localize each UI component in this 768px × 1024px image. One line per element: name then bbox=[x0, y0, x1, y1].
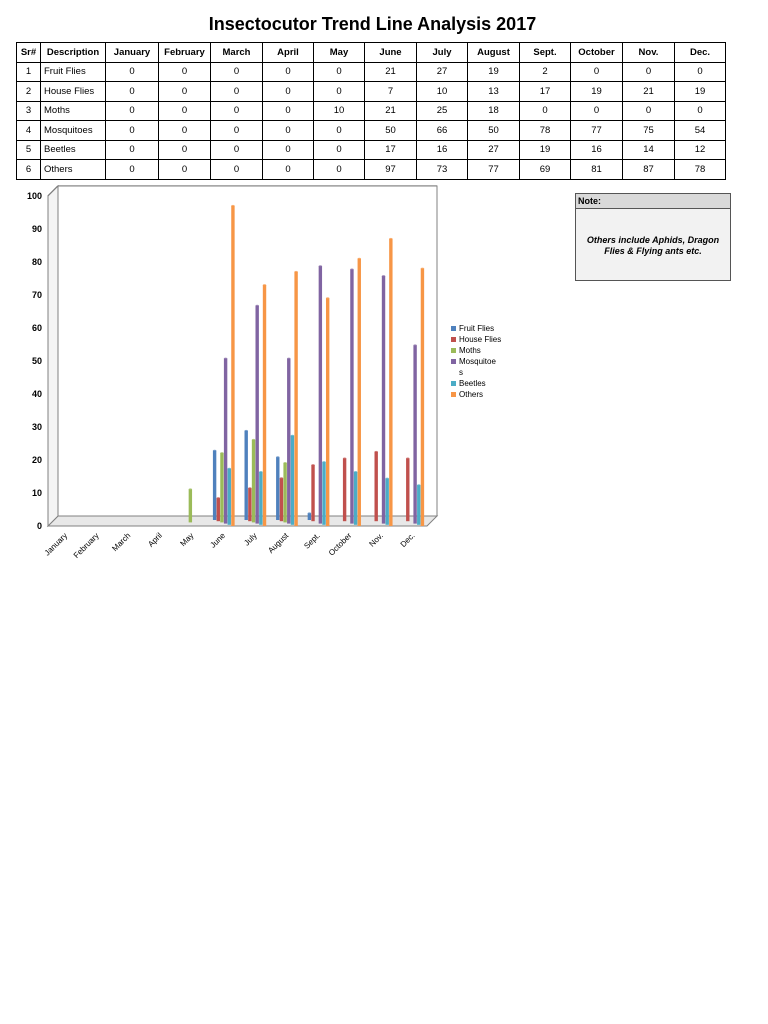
bar-others bbox=[263, 285, 266, 526]
bar-cap bbox=[326, 297, 329, 299]
table-cell: 0 bbox=[263, 140, 314, 160]
row-description: House Flies bbox=[41, 82, 106, 102]
table-cell: 16 bbox=[571, 140, 623, 160]
table-cell: 0 bbox=[159, 160, 211, 180]
table-cell: 0 bbox=[211, 121, 263, 141]
bar-cap bbox=[319, 265, 322, 267]
bar-cap bbox=[322, 461, 325, 463]
table-cell: 0 bbox=[263, 160, 314, 180]
column-header: Sept. bbox=[520, 43, 571, 63]
insect-count-table bbox=[16, 42, 726, 180]
table-row bbox=[17, 101, 726, 121]
bar-cap bbox=[255, 305, 258, 307]
column-header: June bbox=[365, 43, 417, 63]
bar-mosquitoes bbox=[287, 359, 290, 524]
column-header: Dec. bbox=[675, 43, 726, 63]
table-cell: 2 bbox=[520, 62, 571, 82]
bar-cap bbox=[189, 488, 192, 490]
bar-cap bbox=[283, 462, 286, 464]
column-header: Nov. bbox=[623, 43, 675, 63]
bar-mosquitoes bbox=[413, 345, 416, 523]
row-description: Others bbox=[41, 160, 106, 180]
legend-label: Moths bbox=[459, 346, 481, 355]
bar-others bbox=[389, 239, 392, 526]
x-tick-label: January bbox=[42, 531, 70, 558]
table-cell: 18 bbox=[468, 101, 520, 121]
table-cell: 0 bbox=[211, 160, 263, 180]
note-box bbox=[575, 193, 731, 281]
table-cell: 73 bbox=[417, 160, 468, 180]
y-tick-label: 100 bbox=[26, 191, 42, 201]
bar-moths bbox=[283, 463, 286, 522]
bar-cap bbox=[382, 275, 385, 277]
y-tick-label: 30 bbox=[31, 422, 42, 432]
table-cell: 0 bbox=[263, 82, 314, 102]
bar-house-flies bbox=[406, 459, 409, 522]
bar-house-flies bbox=[374, 452, 377, 521]
table-row bbox=[17, 160, 726, 180]
table-cell: 0 bbox=[106, 121, 159, 141]
column-header: March bbox=[211, 43, 263, 63]
bar-fruit-flies bbox=[276, 457, 279, 520]
bar-beetles bbox=[322, 462, 325, 525]
table-cell: 0 bbox=[675, 62, 726, 82]
chart-legend bbox=[451, 324, 501, 399]
y-tick-label: 10 bbox=[31, 488, 42, 498]
table-cell: 0 bbox=[211, 62, 263, 82]
table-cell: 87 bbox=[623, 160, 675, 180]
row-description: Beetles bbox=[41, 140, 106, 160]
note-label: Note: bbox=[576, 194, 730, 209]
table-cell: 27 bbox=[417, 62, 468, 82]
bar-beetles bbox=[228, 469, 231, 525]
table-cell: 77 bbox=[571, 121, 623, 141]
bar-beetles bbox=[259, 472, 262, 525]
column-header: April bbox=[263, 43, 314, 63]
bar-mosquitoes bbox=[224, 359, 227, 524]
bar-cap bbox=[276, 456, 279, 458]
table-cell: 0 bbox=[314, 140, 365, 160]
table-cell: 27 bbox=[468, 140, 520, 160]
table-cell: 0 bbox=[106, 82, 159, 102]
column-header: Description bbox=[41, 43, 106, 63]
bar-chart bbox=[0, 185, 560, 575]
table-cell: 0 bbox=[623, 101, 675, 121]
table-cell: 81 bbox=[571, 160, 623, 180]
bar-fruit-flies bbox=[213, 451, 216, 520]
bar-moths bbox=[252, 440, 255, 523]
bar-others bbox=[421, 269, 424, 526]
chart-floor bbox=[48, 516, 437, 526]
row-number: 6 bbox=[17, 160, 41, 180]
bar-cap bbox=[343, 458, 346, 460]
bar-cap bbox=[228, 468, 231, 470]
bar-cap bbox=[248, 487, 251, 489]
table-cell: 19 bbox=[520, 140, 571, 160]
table-cell: 21 bbox=[365, 101, 417, 121]
y-tick-label: 20 bbox=[31, 455, 42, 465]
bar-cap bbox=[308, 512, 311, 514]
table-cell: 66 bbox=[417, 121, 468, 141]
bar-cap bbox=[280, 477, 283, 479]
y-tick-label: 60 bbox=[31, 323, 42, 333]
bar-cap bbox=[389, 238, 392, 240]
bar-cap bbox=[245, 430, 248, 432]
column-header: August bbox=[468, 43, 520, 63]
table-header-row bbox=[17, 43, 726, 63]
bar-house-flies bbox=[217, 498, 220, 521]
table-cell: 97 bbox=[365, 160, 417, 180]
x-tick-label: July bbox=[242, 531, 259, 548]
bar-others bbox=[231, 206, 234, 526]
bar-cap bbox=[231, 205, 234, 207]
bar-others bbox=[358, 259, 361, 526]
table-cell: 50 bbox=[365, 121, 417, 141]
bar-mosquitoes bbox=[255, 306, 258, 524]
column-header: January bbox=[106, 43, 159, 63]
bar-mosquitoes bbox=[382, 276, 385, 523]
bar-cap bbox=[421, 268, 424, 270]
table-cell: 19 bbox=[571, 82, 623, 102]
table-cell: 21 bbox=[623, 82, 675, 102]
bar-others bbox=[326, 298, 329, 526]
page-title: Insectocutor Trend Line Analysis 2017 bbox=[208, 14, 537, 34]
legend-label: House Flies bbox=[459, 335, 502, 344]
bar-cap bbox=[385, 478, 388, 480]
x-tick-label: Dec. bbox=[398, 531, 417, 550]
table-cell: 0 bbox=[159, 62, 211, 82]
legend-swatch bbox=[451, 337, 456, 342]
table-cell: 0 bbox=[263, 101, 314, 121]
bar-cap bbox=[217, 497, 220, 499]
bar-cap bbox=[263, 284, 266, 286]
y-tick-label: 80 bbox=[31, 257, 42, 267]
y-tick-label: 50 bbox=[31, 356, 42, 366]
table-cell: 0 bbox=[211, 101, 263, 121]
table-cell: 19 bbox=[468, 62, 520, 82]
legend-swatch bbox=[451, 326, 456, 331]
legend-label: Mosquitoe s bbox=[459, 357, 496, 377]
table-cell: 0 bbox=[263, 121, 314, 141]
table-cell: 0 bbox=[106, 140, 159, 160]
legend-swatch bbox=[451, 392, 456, 397]
table-cell: 12 bbox=[675, 140, 726, 160]
row-number: 1 bbox=[17, 62, 41, 82]
table-cell: 0 bbox=[675, 101, 726, 121]
row-number: 5 bbox=[17, 140, 41, 160]
note-text: Others include Aphids, Dragon Flies & Flying ants etc. bbox=[586, 235, 720, 256]
x-tick-label: June bbox=[208, 531, 228, 550]
bar-mosquitoes bbox=[319, 266, 322, 523]
table-cell: 78 bbox=[520, 121, 571, 141]
bar-cap bbox=[354, 471, 357, 473]
row-description: Mosquitoes bbox=[41, 121, 106, 141]
table-cell: 0 bbox=[159, 101, 211, 121]
chart-axes bbox=[48, 186, 437, 526]
table-cell: 0 bbox=[314, 82, 365, 102]
table-cell: 10 bbox=[314, 101, 365, 121]
column-header: May bbox=[314, 43, 365, 63]
bar-beetles bbox=[385, 479, 388, 525]
x-tick-label: April bbox=[146, 531, 164, 549]
table-cell: 0 bbox=[571, 101, 623, 121]
y-tick-label: 0 bbox=[36, 521, 42, 531]
bar-cap bbox=[358, 258, 361, 260]
x-tick-label: Sept. bbox=[302, 531, 322, 551]
table-cell: 14 bbox=[623, 140, 675, 160]
legend-swatch bbox=[451, 381, 456, 386]
x-tick-label: February bbox=[71, 531, 101, 561]
row-number: 3 bbox=[17, 101, 41, 121]
bar-moths bbox=[220, 453, 223, 522]
legend-swatch bbox=[451, 348, 456, 353]
bar-others bbox=[294, 272, 297, 526]
bar-beetles bbox=[291, 436, 294, 525]
y-tick-label: 90 bbox=[31, 224, 42, 234]
table-cell: 7 bbox=[365, 82, 417, 102]
bar-cap bbox=[220, 452, 223, 454]
bar-cap bbox=[417, 484, 420, 486]
table-cell: 21 bbox=[365, 62, 417, 82]
bar-cap bbox=[311, 464, 314, 466]
table-cell: 13 bbox=[468, 82, 520, 102]
y-tick-label: 70 bbox=[31, 290, 42, 300]
table-cell: 25 bbox=[417, 101, 468, 121]
row-number: 4 bbox=[17, 121, 41, 141]
table-cell: 78 bbox=[675, 160, 726, 180]
bar-beetles bbox=[417, 485, 420, 525]
bar-cap bbox=[350, 269, 353, 271]
row-description: Moths bbox=[41, 101, 106, 121]
table-cell: 0 bbox=[159, 82, 211, 102]
table-cell: 77 bbox=[468, 160, 520, 180]
bar-house-flies bbox=[248, 488, 251, 521]
table-cell: 0 bbox=[314, 121, 365, 141]
bar-cap bbox=[294, 271, 297, 273]
bar-cap bbox=[213, 450, 216, 452]
x-tick-label: August bbox=[266, 531, 291, 556]
x-tick-label: March bbox=[110, 531, 133, 554]
legend-label: Fruit Flies bbox=[459, 324, 495, 333]
table-cell: 0 bbox=[106, 62, 159, 82]
bar-mosquitoes bbox=[350, 270, 353, 524]
bar-house-flies bbox=[311, 465, 314, 521]
table-cell: 19 bbox=[675, 82, 726, 102]
column-header: Sr# bbox=[17, 43, 41, 63]
table-row bbox=[17, 62, 726, 82]
bar-house-flies bbox=[343, 459, 346, 522]
table-cell: 0 bbox=[106, 160, 159, 180]
bar-cap bbox=[413, 344, 416, 346]
bar-beetles bbox=[354, 472, 357, 525]
table-cell: 50 bbox=[468, 121, 520, 141]
bar-cap bbox=[252, 439, 255, 441]
table-cell: 0 bbox=[314, 160, 365, 180]
legend-swatch bbox=[451, 359, 456, 364]
row-number: 2 bbox=[17, 82, 41, 102]
bar-fruit-flies bbox=[245, 431, 248, 520]
table-cell: 54 bbox=[675, 121, 726, 141]
table-cell: 17 bbox=[520, 82, 571, 102]
table-cell: 0 bbox=[106, 101, 159, 121]
row-description: Fruit Flies bbox=[41, 62, 106, 82]
table-cell: 0 bbox=[520, 101, 571, 121]
table-cell: 0 bbox=[159, 121, 211, 141]
bar-cap bbox=[374, 451, 377, 453]
table-cell: 0 bbox=[159, 140, 211, 160]
bar-cap bbox=[287, 358, 290, 360]
table-row bbox=[17, 140, 726, 160]
table-cell: 0 bbox=[211, 140, 263, 160]
table-cell: 0 bbox=[571, 62, 623, 82]
table-cell: 0 bbox=[623, 62, 675, 82]
table-cell: 17 bbox=[365, 140, 417, 160]
bar-cap bbox=[291, 435, 294, 437]
legend-label: Others bbox=[459, 390, 484, 399]
table-cell: 0 bbox=[314, 62, 365, 82]
bar-cap bbox=[259, 471, 262, 473]
table-cell: 0 bbox=[211, 82, 263, 102]
legend-label: Beetles bbox=[459, 379, 486, 388]
table-cell: 69 bbox=[520, 160, 571, 180]
y-tick-label: 40 bbox=[31, 389, 42, 399]
table-cell: 0 bbox=[263, 62, 314, 82]
table-row bbox=[17, 121, 726, 141]
column-header: October bbox=[571, 43, 623, 63]
x-tick-label: October bbox=[326, 531, 354, 558]
bar-house-flies bbox=[280, 478, 283, 521]
chart-side-wall bbox=[48, 186, 58, 526]
table-cell: 75 bbox=[623, 121, 675, 141]
bar-cap bbox=[406, 458, 409, 460]
x-tick-label: May bbox=[178, 531, 196, 549]
table-row bbox=[17, 82, 726, 102]
x-tick-label: Nov. bbox=[367, 531, 386, 549]
table-cell: 10 bbox=[417, 82, 468, 102]
column-header: July bbox=[417, 43, 468, 63]
bar-cap bbox=[224, 358, 227, 360]
bar-moths bbox=[189, 489, 192, 522]
table-cell: 16 bbox=[417, 140, 468, 160]
column-header: February bbox=[159, 43, 211, 63]
